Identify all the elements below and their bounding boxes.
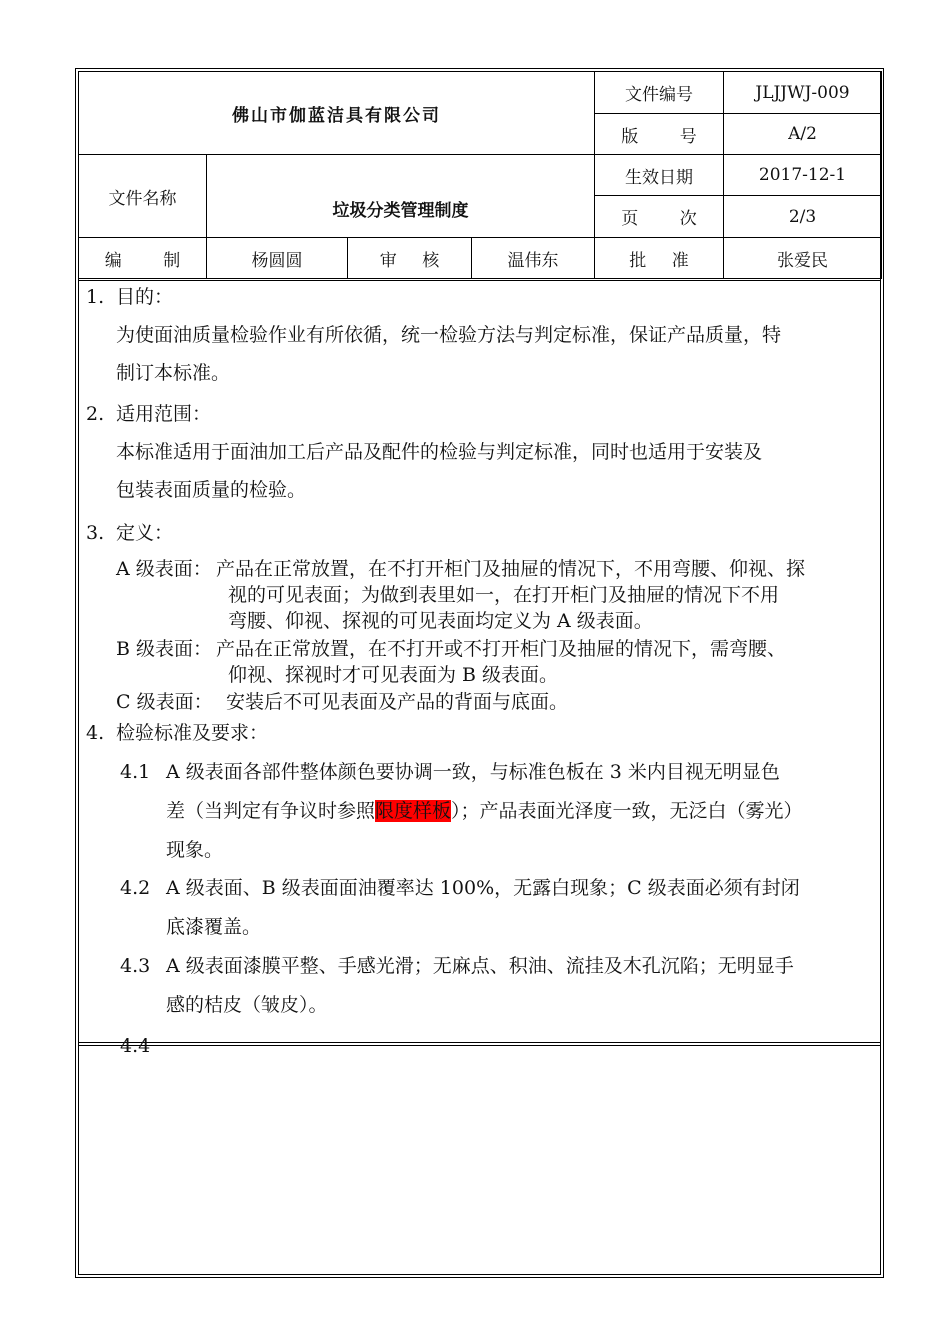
text-line: 为使面油质量检验作业有所依循，统一检验方法与判定标准，保证产品质量，特 [116,324,782,346]
prepared-label: 编 制 [79,238,207,279]
header-divider [78,280,881,281]
text-segment: ）；产品表面光泽度一致，无泛白（雾光） [451,800,803,822]
section-number: 1. [86,286,105,308]
section-number: 3. [86,522,105,544]
text-line: A 级表面漆膜平整、手感光滑；无麻点、积油、流挂及木孔沉陷；无明显手 [166,955,794,977]
definition-label: B 级表面： [116,638,213,660]
section-2-text [116,433,873,509]
item-number: 4.2 [120,877,151,899]
file-no-value: JLJJWJ-009 [724,72,882,114]
item-number: 4.1 [120,761,151,783]
approved-by: 张爱民 [724,238,882,279]
doc-title: 垃圾分类管理制度 [207,155,595,238]
item-number: 4.3 [120,955,151,977]
definition-text [226,689,879,715]
text-line: 产品在正常放置，在不打开柜门及抽屉的情况下，不用弯腰、仰视、探 [216,558,806,580]
section-title: 定义： [116,522,174,544]
text-line: 本标准适用于面油加工后产品及配件的检验与判定标准，同时也适用于安装及 [116,441,763,463]
reviewed-by: 温伟东 [472,238,595,279]
section-title: 目的： [116,286,174,308]
text-line: A 级表面、B 级表面面油覆率达 100%，无露白现象；C 级表面必须有封闭 [166,877,800,899]
section-4-heading [86,718,268,745]
section-3-heading [86,518,173,545]
page-value: 2/3 [724,196,882,238]
section-divider-bottom [78,1045,881,1046]
reviewed-label: 审 核 [348,238,472,279]
text-line: 感的桔皮（皱皮）。 [166,994,328,1016]
version-value: A/2 [724,114,882,155]
text-line: 弯腰、仰视、探视的可见表面均定义为 A 级表面。 [228,610,653,632]
section-2-heading [86,399,211,426]
approved-label: 批 准 [595,238,724,279]
text-line: 产品在正常放置，在不打开或不打开柜门及抽屉的情况下，需弯腰、 [216,638,787,660]
text-line: 底漆覆盖。 [166,916,262,938]
section-divider-top [78,1042,881,1043]
text-line: 现象。 [166,839,224,861]
file-no-label: 文件编号 [595,72,724,114]
header-table [78,71,882,279]
definition-text [216,636,869,688]
definition-text [216,556,869,634]
company-name: 佛山市伽蓝洁具有限公司 [79,72,595,155]
definition-label: A 级表面： [116,558,212,580]
item-text [166,753,873,870]
effective-date-label: 生效日期 [595,155,724,196]
effective-date-value: 2017-12-1 [724,155,882,196]
item-text [166,869,873,947]
text-segment: 差（当判定有争议时参照 [166,800,376,822]
highlighted-reference: 限度样板 [375,800,452,822]
text-line: A 级表面各部件整体颜色要协调一致，与标准色板在 3 米内目视无明显色 [166,761,780,783]
text-line [166,792,873,831]
version-label: 版 号 [595,114,724,155]
section-number: 4. [86,722,105,744]
text-line: 视的可见表面；为做到表里如一，在打开柜门及抽屉的情况下不用 [228,584,780,606]
item-text [166,947,873,1025]
definition-label: C 级表面： [116,691,213,713]
section-1-heading [86,282,173,309]
text-line: 仰视、探视时才可见表面为 B 级表面。 [228,664,559,686]
text-line: 制订本标准。 [116,362,231,384]
item-number: 4.4 [120,1035,151,1057]
section-1-text [116,316,873,392]
doc-name-label: 文件名称 [79,155,207,238]
section-title: 检验标准及要求： [116,722,269,744]
section-title: 适用范围： [116,403,212,425]
text-line: 安装后不可见表面及产品的背面与底面。 [226,691,569,713]
text-line: 包装表面质量的检验。 [116,479,307,501]
page-label: 页 次 [595,196,724,238]
section-number: 2. [86,403,105,425]
prepared-by: 杨圆圆 [207,238,348,279]
